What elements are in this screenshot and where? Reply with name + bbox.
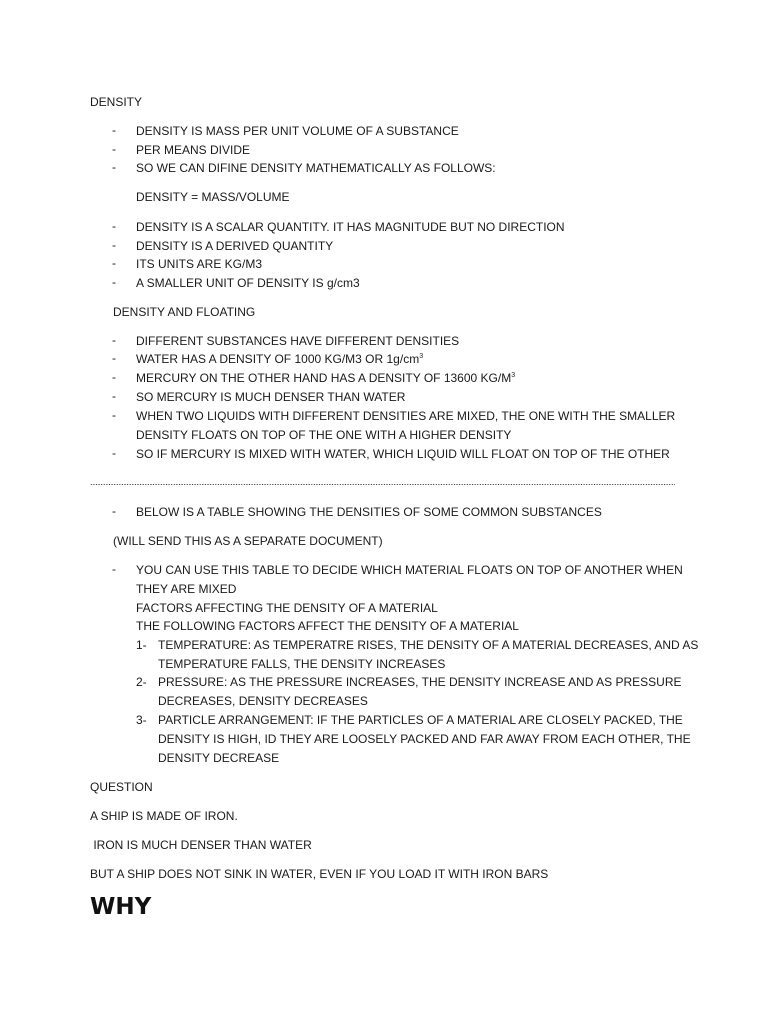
bullet-dash: - [112, 562, 116, 576]
factor-number: 2- [136, 675, 147, 689]
superscript: 3 [511, 372, 516, 379]
factor-text: DENSITY IS HIGH, ID THEY ARE LOOSELY PACKED AND FAR AWAY FROM EACH OTHER, THE [158, 732, 691, 746]
list-item: SO MERCURY IS MUCH DENSER THAN WATER [136, 390, 406, 404]
factor-text: TEMPERATURE FALLS, THE DENSITY INCREASES [158, 657, 446, 671]
list-item: SO WE CAN DIFINE DENSITY MATHEMATICALLY AS FOLLOWS: [136, 161, 496, 175]
bullet-dash: - [112, 446, 116, 460]
factor-number: 3- [136, 713, 147, 727]
factors-intro: THE FOLLOWING FACTORS AFFECT THE DENSITY OF A MATERIAL [136, 619, 519, 633]
list-item: ITS UNITS ARE KG/M3 [136, 257, 263, 271]
factor-text: DENSITY DECREASE [158, 751, 280, 765]
list-item: DENSITY IS A DERIVED QUANTITY [136, 239, 334, 253]
superscript: 3 [419, 353, 424, 360]
bullet-dash: - [112, 219, 116, 233]
bullet-dash: - [112, 504, 116, 518]
section-heading-floating: DENSITY AND FLOATING [113, 305, 256, 319]
list-item: DIFFERENT SUBSTANCES HAVE DIFFERENT DENSITIES [136, 334, 460, 348]
bullet-dash: - [112, 123, 116, 137]
bullet-dash: - [112, 160, 116, 174]
list-item-text: MERCURY ON THE OTHER HAND HAS A DENSITY OF 13600 KG/M [136, 371, 512, 385]
dotted-separator [90, 483, 675, 486]
list-item-text: WATER HAS A DENSITY OF 1000 KG/M3 OR 1g/cm [136, 352, 420, 366]
list-item: PER MEANS DIVIDE [136, 143, 251, 157]
question-text: BUT A SHIP DOES NOT SINK IN WATER, EVEN IF YOU LOAD IT WITH IRON BARS [90, 867, 549, 881]
page-title: DENSITY [90, 95, 143, 109]
factor-number: 1- [136, 638, 147, 652]
list-item: DENSITY IS A SCALAR QUANTITY. IT HAS MAGNITUDE BUT NO DIRECTION [136, 220, 565, 234]
list-item: WHEN TWO LIQUIDS WITH DIFFERENT DENSITIES ARE MIXED, THE ONE WITH THE SMALLER [136, 409, 676, 423]
bullet-dash: - [112, 256, 116, 270]
list-item: DENSITY IS MASS PER UNIT VOLUME OF A SUBSTANCE [136, 124, 459, 138]
list-item: SO IF MERCURY IS MIXED WITH WATER, WHICH LIQUID WILL FLOAT ON TOP OF THE OTHER [136, 447, 670, 461]
question-text: A SHIP IS MADE OF IRON. [90, 809, 238, 823]
factors-heading: FACTORS AFFECTING THE DENSITY OF A MATERIAL [136, 601, 438, 615]
list-item: A SMALLER UNIT OF DENSITY IS g/cm3 [136, 276, 360, 290]
bullet-dash: - [112, 389, 116, 403]
bullet-dash: - [112, 351, 116, 365]
factor-text: PARTICLE ARRANGEMENT: IF THE PARTICLES OF A MATERIAL ARE CLOSELY PACKED, THE [158, 713, 683, 727]
bullet-dash: - [112, 370, 116, 384]
bullet-dash: - [112, 142, 116, 156]
list-item-continuation: THEY ARE MIXED [136, 582, 237, 596]
bullet-dash: - [112, 408, 116, 422]
density-formula: DENSITY = MASS/VOLUME [136, 190, 290, 204]
factor-text: TEMPERATURE: AS TEMPERATRE RISES, THE DENSITY OF A MATERIAL DECREASES, AND AS [158, 638, 699, 652]
why-heading: WHY [90, 894, 152, 920]
factor-text: DECREASES, DENSITY DECREASES [158, 694, 368, 708]
question-heading: QUESTION [90, 780, 153, 794]
list-item-continuation: DENSITY FLOATS ON TOP OF THE ONE WITH A HIGHER DENSITY [136, 428, 512, 442]
bullet-dash: - [112, 238, 116, 252]
list-item: BELOW IS A TABLE SHOWING THE DENSITIES OF SOME COMMON SUBSTANCES [136, 505, 602, 519]
table-note: (WILL SEND THIS AS A SEPARATE DOCUMENT) [113, 534, 383, 548]
list-item [136, 352, 423, 367]
factor-text: PRESSURE: AS THE PRESSURE INCREASES, THE DENSITY INCREASE AND AS PRESSURE [158, 675, 682, 689]
bullet-dash: - [112, 275, 116, 289]
bullet-dash: - [112, 333, 116, 347]
list-item: YOU CAN USE THIS TABLE TO DECIDE WHICH MATERIAL FLOATS ON TOP OF ANOTHER WHEN [136, 563, 683, 577]
question-text: IRON IS MUCH DENSER THAN WATER [90, 838, 312, 852]
list-item [136, 371, 515, 386]
